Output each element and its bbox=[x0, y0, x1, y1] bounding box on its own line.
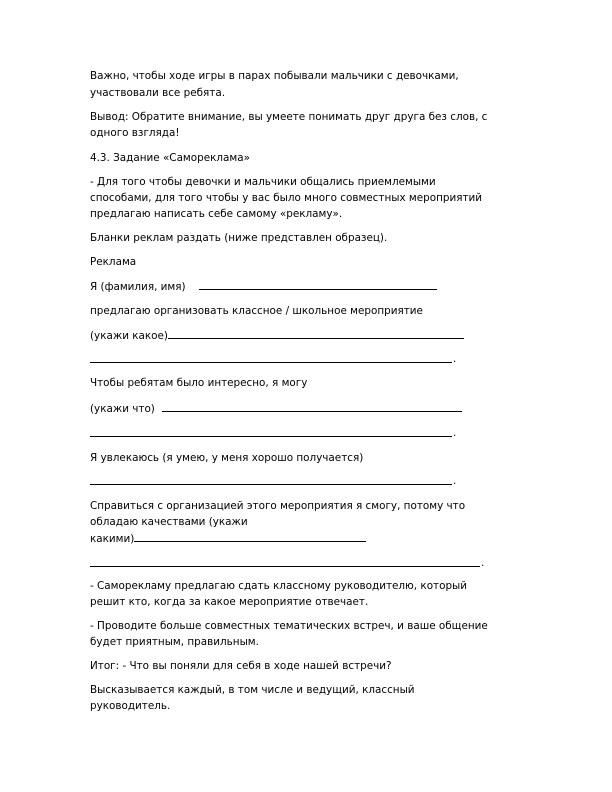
name-blank[interactable] bbox=[199, 279, 437, 290]
form-line: обладаю качествами (укажи bbox=[90, 516, 248, 528]
paragraph-line: способами, для того чтобы у вас было много совместных мероприятий bbox=[90, 192, 483, 204]
paragraph-line: будет приятным, правильным. bbox=[90, 636, 259, 648]
hobby-blank-line[interactable] bbox=[90, 484, 452, 485]
which-label: (укажи какое) bbox=[90, 330, 168, 342]
line-end-dot: . bbox=[481, 557, 485, 569]
form-line: предлагаю организовать классное / школьное мероприятие bbox=[90, 305, 423, 317]
form-line: Справиться с организацией этого мероприятия я смогу, потому что bbox=[90, 500, 466, 512]
what-label: (укажи что) bbox=[90, 403, 155, 415]
paragraph-line: Высказывается каждый, в том числе и ведущий, классный bbox=[90, 684, 415, 696]
event-blank[interactable] bbox=[168, 328, 464, 339]
section-heading: 4.3. Задание «Самореклама» bbox=[90, 152, 250, 164]
paragraph-line: - Саморекламу предлагаю сдать классному руководителю, который bbox=[90, 580, 468, 592]
qualities-blank[interactable] bbox=[134, 531, 366, 542]
name-label: Я (фамилия, имя) bbox=[90, 281, 186, 293]
what-blank-line[interactable] bbox=[90, 436, 452, 437]
conclusion-line: Вывод: Обратите внимание, вы умеете понимать друг друга без слов, с bbox=[90, 111, 488, 123]
paragraph-line: - Проводите больше совместных тематических встреч, и ваше общение bbox=[90, 620, 488, 632]
qualities-label: какими) bbox=[90, 533, 135, 545]
form-title: Реклама bbox=[90, 256, 137, 268]
what-blank[interactable] bbox=[162, 401, 462, 412]
line-end-dot: . bbox=[453, 427, 457, 439]
event-field-row bbox=[90, 328, 464, 344]
conclusion-line: одного взгляда! bbox=[90, 127, 180, 139]
summary-line: Итог: - Что вы поняли для себя в ходе нашей встречи? bbox=[90, 660, 392, 672]
paragraph-line: - Для того чтобы девочки и мальчики общались приемлемыми bbox=[90, 176, 436, 188]
what-field-row bbox=[90, 401, 462, 417]
form-line: Чтобы ребятам было интересно, я могу bbox=[90, 377, 308, 389]
line-end-dot: . bbox=[453, 475, 457, 487]
line-end-dot: . bbox=[453, 353, 457, 365]
paragraph-line: предлагаю написать себе самому «рекламу». bbox=[90, 208, 343, 220]
paragraph-line: Важно, чтобы ходе игры в парах побывали мальчики с девочками, bbox=[90, 70, 459, 82]
paragraph-line: Бланки реклам раздать (ниже представлен образец). bbox=[90, 232, 388, 244]
paragraph-line: решит кто, когда за какое мероприятие отвечает. bbox=[90, 596, 369, 608]
name-field-row bbox=[90, 279, 437, 295]
event-blank-line[interactable] bbox=[90, 362, 452, 363]
qualities-field-row bbox=[90, 531, 366, 547]
qualities-blank-line[interactable] bbox=[90, 566, 480, 567]
form-line: Я увлекаюсь (я умею, у меня хорошо получается) bbox=[90, 452, 364, 464]
paragraph-line: руководитель. bbox=[90, 700, 171, 712]
paragraph-line: участвовали все ребята. bbox=[90, 87, 225, 99]
